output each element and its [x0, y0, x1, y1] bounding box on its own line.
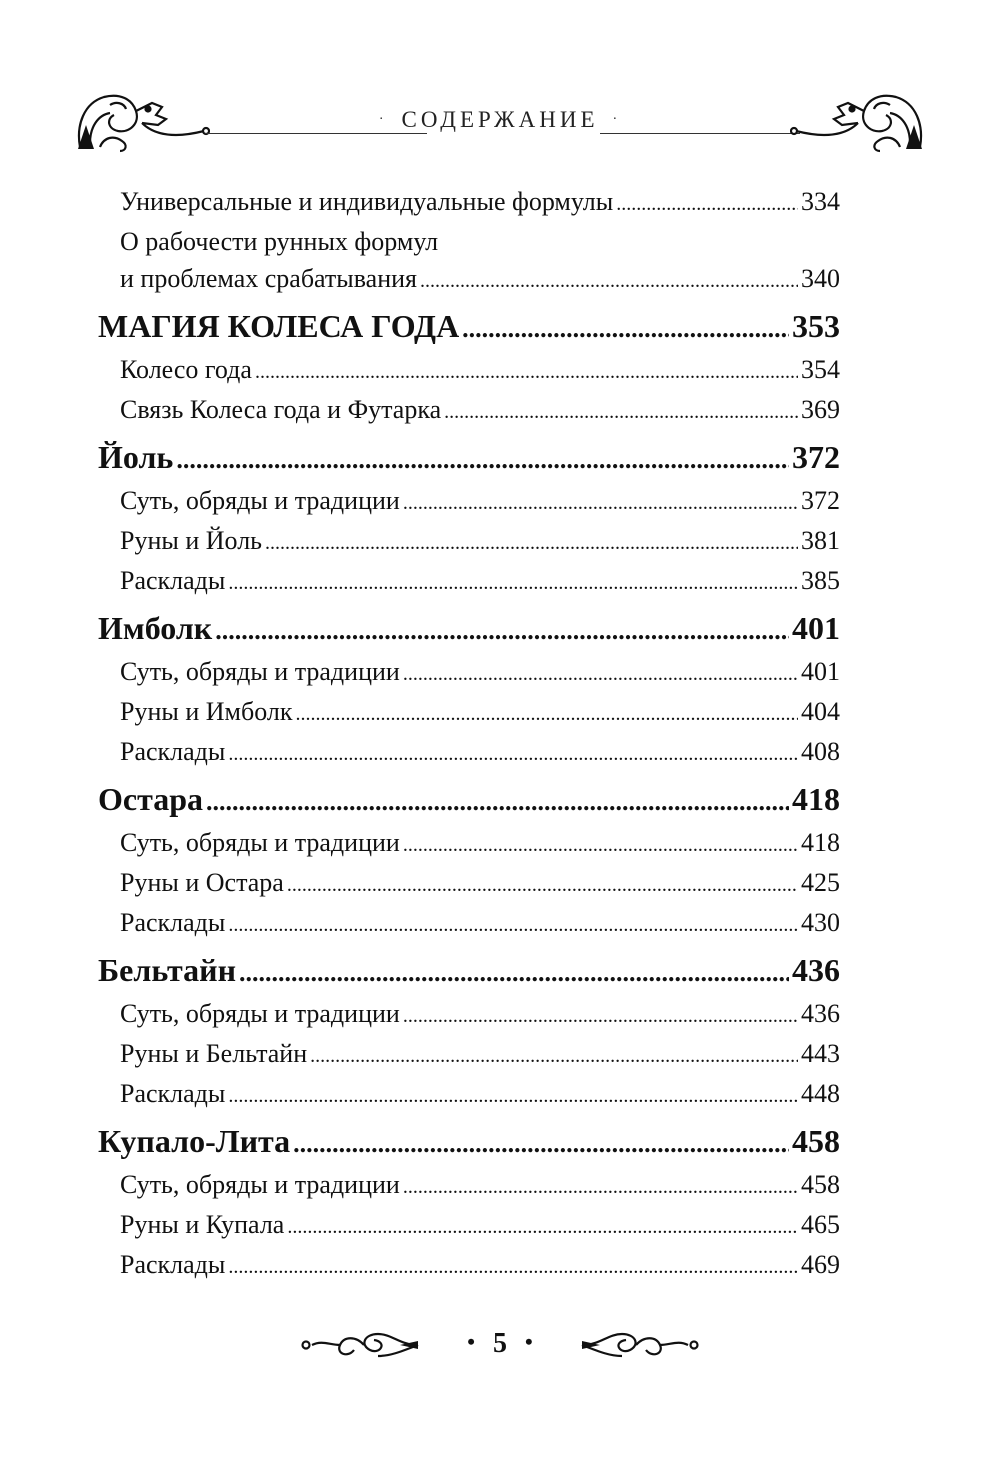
dot-leader — [444, 394, 798, 431]
toc-entry-page: 401 — [801, 657, 840, 686]
dot-leader — [295, 696, 798, 733]
section-title: МАГИЯ КОЛЕСА ГОДА — [98, 308, 460, 344]
toc-entry[interactable] — [98, 733, 840, 773]
toc-entry-title: Суть, обряды и традиции — [120, 828, 400, 857]
dot-leader — [228, 736, 798, 773]
toc-section-heading[interactable] — [98, 950, 840, 993]
toc-entry-title-line[interactable]: О рабочести рунных формул — [120, 227, 439, 256]
toc-entry[interactable] — [98, 864, 840, 904]
toc-entry[interactable] — [98, 351, 840, 391]
toc-entry-page: 465 — [801, 1210, 840, 1239]
toc-entry-page: 430 — [801, 908, 840, 937]
dot-leader — [420, 263, 798, 300]
toc-entry[interactable] — [98, 693, 840, 733]
toc-entry[interactable] — [98, 995, 840, 1035]
section-page: 372 — [792, 439, 840, 475]
dot-leader — [287, 867, 798, 904]
toc-entry[interactable] — [98, 183, 840, 223]
section-title: Бельтайн — [98, 952, 236, 988]
toc-entry[interactable] — [98, 1075, 840, 1115]
toc-entry-page: 372 — [801, 486, 840, 515]
toc-entry-title: Связь Колеса года и Футарка — [120, 395, 442, 424]
celtic-beast-ornament-icon — [790, 85, 930, 155]
toc-entry-page: 385 — [801, 566, 840, 595]
section-page: 353 — [792, 308, 840, 344]
toc-section-heading[interactable] — [98, 779, 840, 822]
dot-leader — [239, 952, 789, 993]
toc-entry[interactable] — [98, 1035, 840, 1075]
toc-entry-title: Расклады — [120, 1250, 226, 1279]
section-title: Йоль — [98, 439, 174, 475]
page-header — [70, 85, 930, 155]
toc-entry-page: 436 — [801, 999, 840, 1028]
toc-entry-title: Руны и Остара — [120, 868, 284, 897]
toc-entry[interactable] — [98, 391, 840, 431]
toc-entry-page: 381 — [801, 526, 840, 555]
toc-entry[interactable] — [98, 653, 840, 693]
section-page: 458 — [792, 1123, 840, 1159]
dot-leader — [265, 525, 798, 562]
toc-entry-title: Руны и Йоль — [120, 526, 263, 555]
toc-entry-page: 354 — [801, 355, 840, 384]
toc-entry-title: Руны и Имболк — [120, 697, 293, 726]
dot-leader — [293, 1123, 789, 1164]
toc-section-heading[interactable] — [98, 608, 840, 651]
toc-entry[interactable] — [98, 824, 840, 864]
toc-entry[interactable] — [98, 522, 840, 562]
dot-leader — [206, 781, 789, 822]
toc-entry-title: Расклады — [120, 737, 226, 766]
toc-entry-page: 404 — [801, 697, 840, 726]
dot-leader — [462, 308, 789, 349]
dot-leader — [228, 1078, 798, 1115]
dot-leader — [403, 656, 798, 693]
toc-entry[interactable] — [98, 482, 840, 522]
toc-entry-page: 340 — [801, 264, 840, 293]
toc-entry[interactable] — [98, 260, 840, 300]
section-page: 418 — [792, 781, 840, 817]
toc-entry-title: Суть, обряды и традиции — [120, 1170, 400, 1199]
toc-entry[interactable] — [98, 1206, 840, 1246]
toc-entry-page: 469 — [801, 1250, 840, 1279]
dot-leader — [310, 1038, 798, 1075]
toc-entry-title: и проблемах срабатывания — [120, 264, 418, 293]
toc-entry-page: 408 — [801, 737, 840, 766]
dot-leader — [228, 1249, 798, 1286]
section-title: Имболк — [98, 610, 213, 646]
toc-entry-title: Суть, обряды и традиции — [120, 486, 400, 515]
toc-entry[interactable] — [98, 904, 840, 944]
dot-leader — [176, 439, 789, 480]
dot-leader — [228, 907, 798, 944]
toc-entry[interactable] — [98, 562, 840, 602]
page-footer — [300, 1320, 700, 1370]
toc-entry-page: 418 — [801, 828, 840, 857]
dot-leader — [616, 186, 798, 223]
knot-ornament-icon — [580, 1328, 700, 1362]
dot-leader — [255, 354, 798, 391]
dot-leader — [403, 485, 798, 522]
section-title: Остара — [98, 781, 203, 817]
toc-section-heading[interactable] — [98, 1121, 840, 1164]
dot-leader — [403, 827, 798, 864]
toc-entry-title: Колесо года — [120, 355, 252, 384]
dot-leader — [403, 998, 798, 1035]
toc-entry-page: 443 — [801, 1039, 840, 1068]
toc-entry-title: Расклады — [120, 566, 226, 595]
dot-leader — [403, 1169, 798, 1206]
toc-section-heading[interactable] — [98, 437, 840, 480]
toc-entry-page: 369 — [801, 395, 840, 424]
toc-entry-title: Суть, обряды и традиции — [120, 999, 400, 1028]
section-page: 436 — [792, 952, 840, 988]
toc-entry-page: 334 — [801, 187, 840, 216]
dot-leader — [215, 610, 789, 651]
toc-entry[interactable] — [98, 1166, 840, 1206]
toc-entry-page: 448 — [801, 1079, 840, 1108]
dot-leader — [228, 565, 798, 602]
page-title: · СОДЕРЖАНИЕ · — [378, 107, 622, 132]
toc-entry-title: Суть, обряды и традиции — [120, 657, 400, 686]
toc-entry-page: 425 — [801, 868, 840, 897]
page-number: • 5 • — [467, 1328, 533, 1359]
header-rule-left — [205, 133, 427, 134]
toc-entry-page: 458 — [801, 1170, 840, 1199]
toc-entry-title: Руны и Купала — [120, 1210, 285, 1239]
toc-section-heading[interactable] — [98, 306, 840, 349]
section-title: Купало-Лита — [98, 1123, 291, 1159]
table-of-contents — [98, 183, 840, 1286]
header-rule-right — [600, 133, 800, 134]
toc-entry-title: Расклады — [120, 908, 226, 937]
toc-entry-title: Руны и Бельтайн — [120, 1039, 308, 1068]
toc-entry[interactable] — [98, 1246, 840, 1286]
section-page: 401 — [792, 610, 840, 646]
toc-entry-title: Универсальные и индивидуальные формулы — [120, 187, 614, 216]
toc-entry-title: Расклады — [120, 1079, 226, 1108]
dot-leader — [287, 1209, 798, 1246]
